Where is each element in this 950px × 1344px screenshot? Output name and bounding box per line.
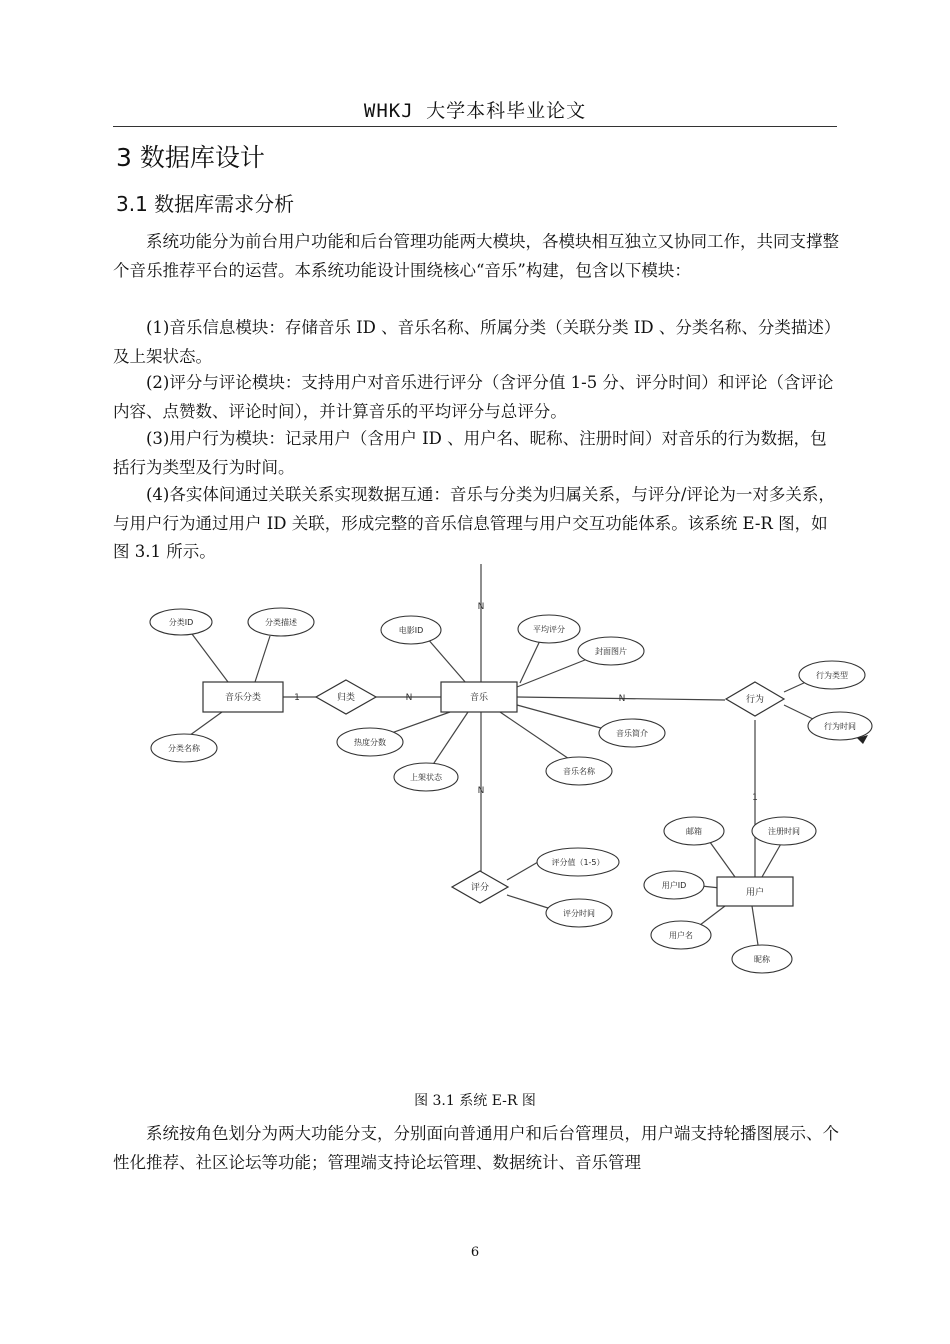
attr-music-intro-label: 音乐简介 xyxy=(616,729,648,738)
page-number: 6 xyxy=(470,1245,480,1260)
attr-nickname-label: 昵称 xyxy=(754,955,770,964)
attr-behavior-type-label: 行为类型 xyxy=(816,671,848,680)
relationship-behavior-label: 行为 xyxy=(745,695,765,705)
running-header: WHKJ 大学本科毕业论文 xyxy=(363,100,587,122)
figure-caption: 图 3.1 系统 E-R 图 xyxy=(414,1093,536,1109)
section-title: 3 数据库设计 xyxy=(116,143,265,172)
cardinality-music-top: N xyxy=(477,602,485,612)
attr-heat-score-label: 热度分数 xyxy=(354,738,386,747)
attr-music-name-label: 音乐名称 xyxy=(563,767,595,776)
attr-user-id-label: 用户ID xyxy=(661,881,687,890)
paragraph-intro: 系统功能分为前台用户功能和后台管理功能两大模块，各模块相互独立又协同工作，共同支撑整个音乐推荐平台的运营。本系统功能设计围绕核心“音乐”构建，包含以下模块： xyxy=(113,232,839,280)
attr-category-id-label: 分类ID xyxy=(168,618,194,627)
subsection-title: 3.1 数据库需求分析 xyxy=(116,192,295,216)
attr-cover-image-label: 封面图片 xyxy=(595,647,627,656)
paragraph-relations: (4)各实体间通过关联关系实现数据互通：音乐与分类为归属关系，与评分/评论为一对多关系，与用户行为通过用户 ID 关联，形成完整的音乐信息管理与用户交互功能体系。该系统 E-R 图，如图 3.1 所示。 xyxy=(113,485,835,562)
attr-register-time-label: 注册时间 xyxy=(768,827,800,836)
relationship-rating-label: 评分 xyxy=(470,883,490,893)
cardinality-user: 1 xyxy=(752,793,758,803)
paragraph-behavior-module: (3)用户行为模块：记录用户（含用户 ID 、用户名、昵称、注册时间）对音乐的行为数据，包括行为类型及行为时间。 xyxy=(113,429,827,477)
attr-behavior-time-label: 行为时间 xyxy=(824,722,856,731)
entity-user-label: 用户 xyxy=(745,888,765,898)
attr-rating-time-label: 评分时间 xyxy=(563,909,595,918)
attr-rating-value-label: 评分值（1-5） xyxy=(551,858,605,867)
cardinality-belongs: N xyxy=(405,693,413,703)
cardinality-rating: N xyxy=(477,786,485,796)
entity-category-label: 音乐分类 xyxy=(224,693,262,703)
entity-music-label: 音乐 xyxy=(469,693,489,703)
attr-avg-rating-label: 平均评分 xyxy=(533,625,565,634)
cardinality-behavior: N xyxy=(618,694,626,704)
paragraph-music-module: (1)音乐信息模块：存储音乐 ID 、音乐名称、所属分类（关联分类 ID 、分类名称、分类描述）及上架状态。 xyxy=(113,318,841,366)
attr-category-desc-label: 分类描述 xyxy=(265,618,297,627)
cardinality-category: 1 xyxy=(294,693,300,703)
attr-shelf-status-label: 上架状态 xyxy=(410,773,442,782)
paragraph-rating-module: (2)评分与评论模块：支持用户对音乐进行评分（含评分值 1-5 分、评分时间）和评论（含评论内容、点赞数、评论时间），并计算音乐的平均评分与总评分。 xyxy=(113,373,834,421)
attr-username-label: 用户名 xyxy=(669,931,693,940)
relationship-belongs-label: 归类 xyxy=(336,693,356,703)
attr-movie-id-label: 电影ID xyxy=(398,626,424,635)
attr-category-name-label: 分类名称 xyxy=(168,744,200,753)
paragraph-roles: 系统按角色划分为两大功能分支，分别面向普通用户和后台管理员，用户端支持轮播图展示、个性化推荐、社区论坛等功能；管理端支持论坛管理、数据统计、音乐管理 xyxy=(113,1124,839,1172)
attr-email-label: 邮箱 xyxy=(686,827,702,836)
